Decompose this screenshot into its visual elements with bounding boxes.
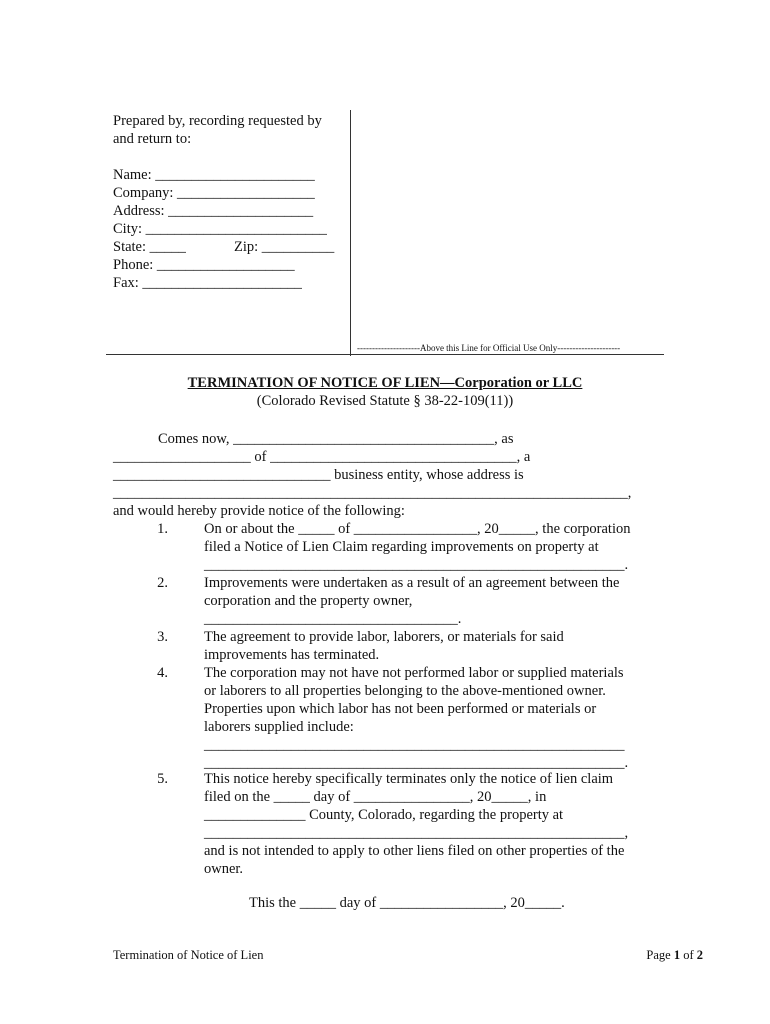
item-4-line: Properties upon which labor has not been performed or materials or bbox=[204, 701, 597, 717]
item-4-line[interactable]: __________________________________________________________. bbox=[204, 755, 629, 771]
item-4-line: or laborers to all properties belonging to the above-mentioned owner. bbox=[204, 683, 606, 699]
footer-document-name: Termination of Notice of Lien bbox=[113, 948, 264, 962]
closing-date-line[interactable]: This the _____ day of _________________, 20_____. bbox=[249, 895, 565, 911]
statute-reference: (Colorado Revised Statute § 38-22-109(11)) bbox=[256, 393, 514, 409]
item-4-line[interactable]: __________________________________________________________ bbox=[204, 737, 625, 753]
item-5-line: This notice hereby specifically terminates only the notice of lien claim bbox=[204, 771, 614, 787]
item-4-line: laborers supplied include: bbox=[204, 719, 354, 735]
item-2-line: Improvements were undertaken as a result of an agreement between the bbox=[204, 575, 620, 591]
item-2-number: 2. bbox=[157, 575, 168, 591]
intro-line-5: and would hereby provide notice of the following: bbox=[113, 503, 405, 519]
item-3-line: The agreement to provide labor, laborers, or materials for said bbox=[204, 629, 564, 645]
official-use-divider bbox=[106, 354, 664, 355]
intro-line-2[interactable]: ___________________ of __________________________________, a bbox=[113, 449, 531, 465]
zip-field[interactable]: Zip: __________ bbox=[234, 239, 335, 255]
city-field[interactable]: City: _________________________ bbox=[113, 221, 327, 237]
intro-line-3[interactable]: ______________________________ business entity, whose address is bbox=[113, 467, 524, 483]
phone-field[interactable]: Phone: ___________________ bbox=[113, 257, 295, 273]
page-prefix: Page bbox=[646, 948, 674, 962]
item-1-line[interactable]: __________________________________________________________. bbox=[204, 557, 629, 573]
header-vertical-divider bbox=[350, 110, 351, 356]
address-field[interactable]: Address: ____________________ bbox=[113, 203, 314, 219]
footer-page-number bbox=[646, 946, 703, 964]
item-1-line[interactable]: On or about the _____ of _________________, 20_____, the corporation bbox=[204, 521, 631, 537]
prepared-by-line2: and return to: bbox=[113, 131, 192, 147]
item-3-line: improvements has terminated. bbox=[204, 647, 380, 663]
page-total: 2 bbox=[696, 948, 703, 962]
prepared-by-line1: Prepared by, recording requested by bbox=[113, 113, 322, 129]
fax-field[interactable]: Fax: ______________________ bbox=[113, 275, 302, 291]
item-5-line: owner. bbox=[204, 861, 244, 877]
item-5-number: 5. bbox=[157, 771, 168, 787]
item-4-number: 4. bbox=[157, 665, 168, 681]
intro-line-1[interactable]: Comes now, ____________________________________, as bbox=[158, 431, 514, 447]
item-2-line: corporation and the property owner, bbox=[204, 593, 413, 609]
state-field[interactable]: State: _____ bbox=[113, 239, 186, 255]
item-1-line: filed a Notice of Lien Claim regarding improvements on property at bbox=[204, 539, 599, 555]
document-title: TERMINATION OF NOTICE OF LIEN—Corporation or LLC bbox=[187, 375, 583, 391]
item-3-number: 3. bbox=[157, 629, 168, 645]
item-2-line[interactable]: ___________________________________. bbox=[204, 611, 462, 627]
intro-line-4[interactable]: _______________________________________________________________________, bbox=[113, 485, 632, 501]
company-field[interactable]: Company: ___________________ bbox=[113, 185, 315, 201]
item-1-number: 1. bbox=[157, 521, 168, 537]
item-5-line[interactable]: filed on the _____ day of ________________, 20_____, in bbox=[204, 789, 547, 805]
item-5-line[interactable]: __________________________________________________________, bbox=[204, 825, 629, 841]
page-of: of bbox=[680, 948, 697, 962]
item-4-line: The corporation may not have not performed labor or supplied materials bbox=[204, 665, 624, 681]
name-field[interactable]: Name: ______________________ bbox=[113, 167, 315, 183]
title-block bbox=[106, 374, 664, 410]
official-use-notice: ---------------------Above this Line for Official Use Only--------------------- bbox=[357, 343, 621, 353]
item-5-line: and is not intended to apply to other liens filed on other properties of the bbox=[204, 843, 625, 859]
item-5-line[interactable]: ______________ County, Colorado, regarding the property at bbox=[204, 807, 564, 823]
page-current: 1 bbox=[673, 948, 681, 962]
